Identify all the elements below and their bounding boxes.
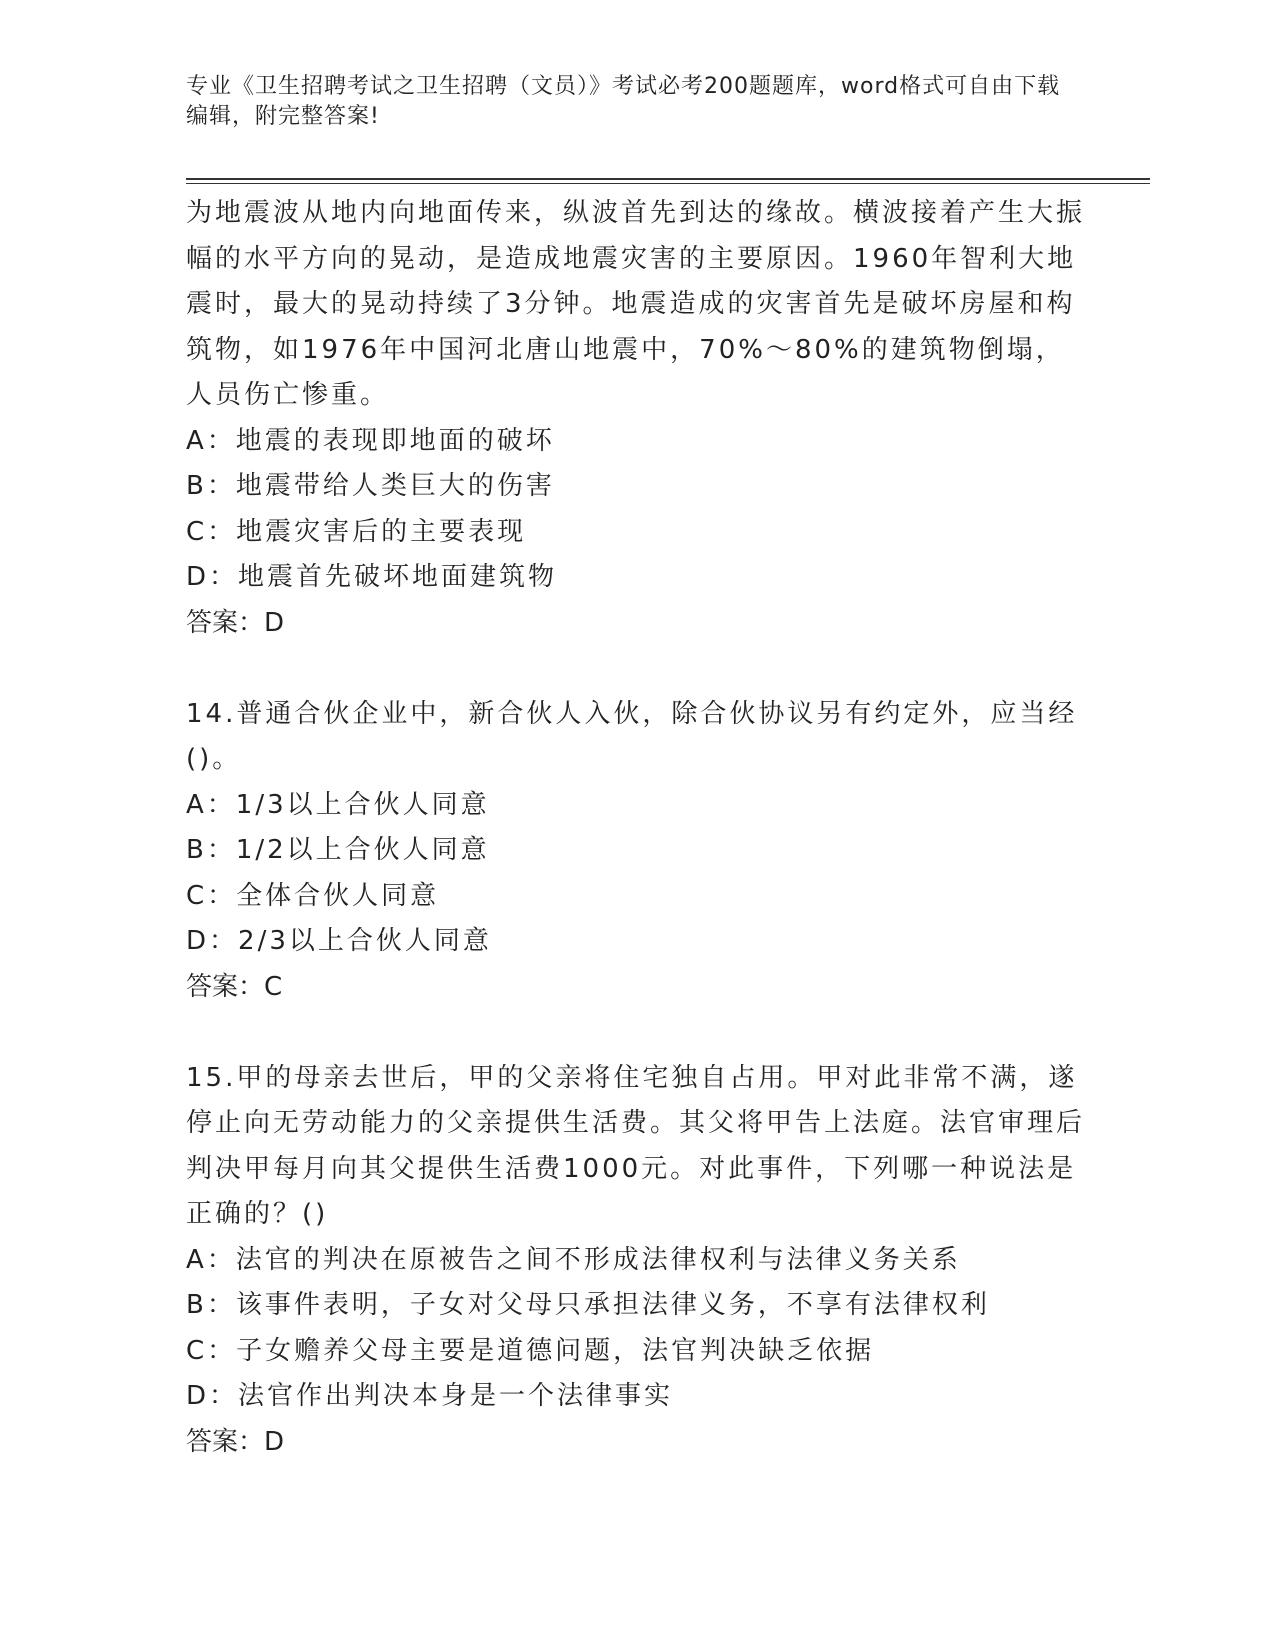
question-stem: 15.甲的母亲去世后，甲的父亲将住宅独自占用。甲对此非常不满，遂停止向无劳动能力的父亲提供生活费。其父将甲告上法庭。法官审理后判决甲每月向其父提供生活费1000元。对此事件，下列哪一种说法是正确的？() <box>186 1062 1086 1229</box>
answer-line: 答案：D <box>186 1426 285 1457</box>
document-title: 专业《卫生招聘考试之卫生招聘（文员）》考试必考200题题库，word格式可自由下载编辑，附完整答案! <box>186 74 1061 129</box>
document-body <box>186 191 1086 1465</box>
answer-line: 答案：C <box>186 971 283 1002</box>
question-continuation: 为地震波从地内向地面传来，纵波首先到达的缘故。横波接着产生大振幅的水平方向的晃动，是造成地震灾害的主要原因。1960年智利大地震时，最大的晃动持续了3分钟。地震造成的灾害首先是破坏房屋和构筑物，如1976年中国河北唐山地震中，70%～80%的建筑物倒塌，人员伤亡惨重。 <box>186 198 1086 410</box>
header-divider <box>186 178 1150 184</box>
question-15 <box>186 1056 1086 1466</box>
option-d: D：2/3以上合伙人同意 <box>186 926 492 956</box>
answer-line: 答案：D <box>186 607 285 638</box>
option-a: A：法官的判决在原被告之间不形成法律权利与法律义务关系 <box>186 1244 961 1275</box>
question-stem: 14.普通合伙企业中，新合伙人入伙，除合伙协议另有约定外，应当经()。 <box>186 698 1078 774</box>
document-header <box>186 72 1066 132</box>
option-a: A：1/3以上合伙人同意 <box>186 789 490 820</box>
option-d: D：法官作出判决本身是一个法律事实 <box>186 1381 674 1411</box>
option-c: C：地震灾害后的主要表现 <box>186 516 527 547</box>
spacer <box>186 1010 1086 1056</box>
option-b: B：地震带给人类巨大的伤害 <box>186 471 555 501</box>
option-b: B：1/2以上合伙人同意 <box>186 835 490 865</box>
option-c: C：子女赡养父母主要是道德问题，法官判决缺乏依据 <box>186 1335 875 1366</box>
option-b: B：该事件表明，子女对父母只承担法律义务，不享有法律权利 <box>186 1290 990 1320</box>
option-a: A：地震的表现即地面的破坏 <box>186 425 555 456</box>
question-13 <box>186 191 1086 646</box>
option-d: D：地震首先破坏地面建筑物 <box>186 562 558 592</box>
option-c: C：全体合伙人同意 <box>186 880 440 911</box>
spacer <box>186 646 1086 692</box>
question-14 <box>186 692 1086 1011</box>
